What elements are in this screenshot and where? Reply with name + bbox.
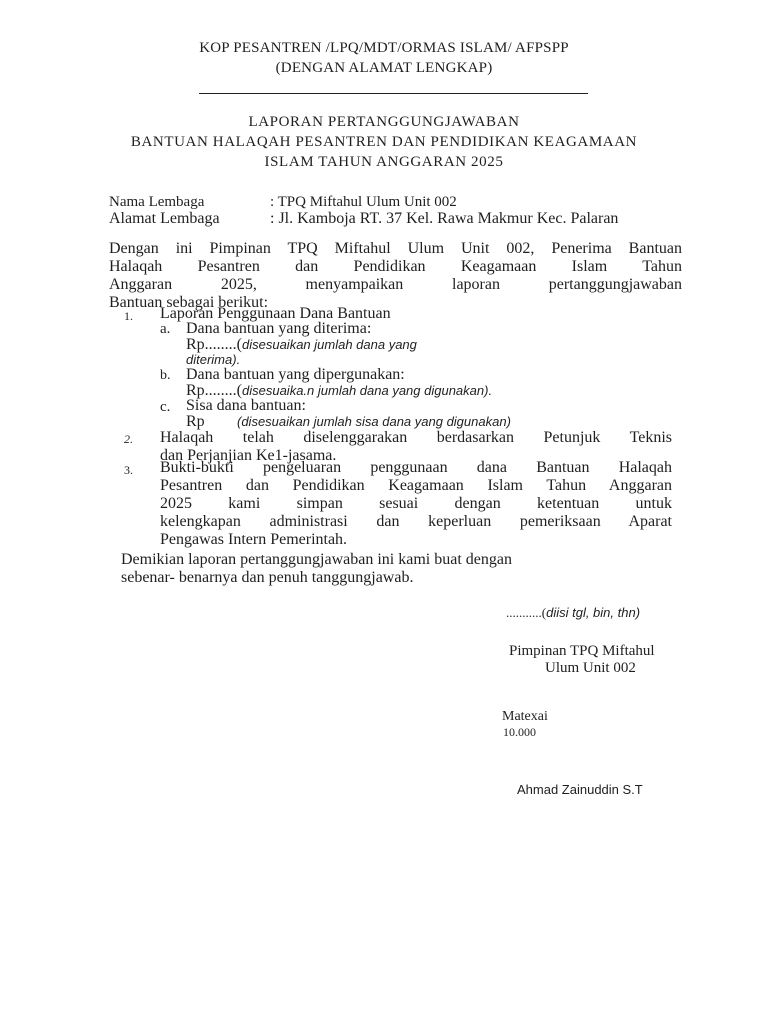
list-item-2-line: dan Perjanjian Ke1-jasama. bbox=[160, 447, 337, 464]
date-note: diisi tgl, bin, thn) bbox=[546, 605, 641, 620]
alamat-lembaga-value: : Jl. Kamboja RT. 37 Kel. Rawa Makmur Kec. Palaran bbox=[270, 210, 619, 227]
sub-letter-b: b. bbox=[160, 368, 171, 383]
title-line-2: BANTUAN HALAQAH PESANTREN DAN PENDIDIKAN KEAGAMAAN bbox=[130, 134, 638, 150]
sub-item-b-label: Dana bantuan yang dipergunakan: bbox=[186, 366, 405, 383]
list-number-2: 2. bbox=[124, 432, 133, 446]
signer-name: Ahmad Zainuddin S.T bbox=[517, 782, 643, 797]
list-item-3-line: 2025 kami simpan sesuai dengan ketentuan untuk bbox=[160, 495, 672, 512]
sub-item-c-note: (disesuaikan jumlah sisa dana yang digunakan) bbox=[237, 414, 511, 429]
alamat-lembaga-label: Alamat Lembaga bbox=[109, 210, 220, 227]
letterhead-line-1: KOP PESANTREN /LPQ/MDT/ORMAS ISLAM/ AFPSPP bbox=[199, 40, 569, 56]
list-item-3-line: Bukti-bukti pengeluaran penggunaan dana Bantuan Halaqah bbox=[160, 459, 672, 476]
sub-letter-a: a. bbox=[160, 321, 171, 337]
stamp-text-line-2: 10.000 bbox=[503, 725, 536, 739]
intro-line: Bantuan sebagai berikut: bbox=[109, 294, 269, 311]
date-dots: ...........( bbox=[506, 605, 547, 620]
sub-item-a-note-cont: diterima). bbox=[186, 352, 241, 367]
closing-line-2: sebenar- benarnya dan penuh tanggungjawab. bbox=[121, 569, 414, 586]
intro-paragraph bbox=[109, 240, 682, 312]
list-item-3-line: Pengawas Intern Pemerintah. bbox=[160, 531, 348, 548]
rp-prefix: Rp........( bbox=[186, 382, 242, 399]
letterhead-divider bbox=[199, 93, 588, 94]
sub-letter-c: c. bbox=[160, 399, 171, 415]
intro-line: Anggaran 2025, menyampaikan laporan pertanggungjawaban bbox=[109, 276, 682, 293]
intro-line: Dengan ini Pimpinan TPQ Miftahul Ulum Unit 002, Penerima Bantuan bbox=[109, 240, 682, 257]
list-number-3: 3. bbox=[124, 463, 133, 477]
sub-item-a-label: Dana bantuan yang diterima: bbox=[186, 320, 372, 337]
sub-item-c-label: Sisa dana bantuan: bbox=[186, 397, 306, 414]
sub-item-b-note: disesuaika.n jumlah dana yang digunakan). bbox=[242, 383, 493, 398]
rp-prefix: Rp........( bbox=[186, 336, 242, 353]
list-item-2-line: Halaqah telah diselenggarakan berdasarkan Petunjuk Teknis bbox=[160, 429, 672, 446]
sub-item-a-amount bbox=[186, 336, 608, 354]
closing-line-1: Demikian laporan pertanggungjawaban ini kami buat dengan bbox=[121, 551, 512, 568]
list-item-1-label: Laporan Penggunaan Dana Bantuan bbox=[160, 305, 391, 322]
signer-role-line-2: Ulum Unit 002 bbox=[545, 660, 636, 676]
list-item-3-line: Pesantren dan Pendidikan Keagamaan Islam Tahun Anggaran bbox=[160, 477, 672, 494]
sub-item-c-rp: Rp bbox=[186, 413, 205, 430]
list-item-3 bbox=[160, 459, 672, 549]
sub-item-a-note: disesuaikan jumlah dana yang bbox=[242, 337, 417, 352]
stamp-text-line-1: Matexai bbox=[502, 709, 548, 724]
intro-line: Halaqah Pesantren dan Pendidikan Keagamaan Islam Tahun bbox=[109, 258, 682, 275]
signature-date bbox=[506, 605, 640, 621]
letterhead-line-2: (DENGAN ALAMAT LENGKAP) bbox=[275, 60, 493, 76]
signer-role-line-1: Pimpinan TPQ Miftahul bbox=[509, 643, 655, 659]
title-line-3: ISLAM TAHUN ANGGARAN 2025 bbox=[264, 154, 504, 170]
list-item-3-line: kelengkapan administrasi dan keperluan pemeriksaan Aparat bbox=[160, 513, 672, 530]
list-number-1: 1. bbox=[124, 309, 133, 323]
nama-lembaga-value: : TPQ Miftahul Ulum Unit 002 bbox=[270, 194, 457, 210]
nama-lembaga-label: Nama Lembaga bbox=[109, 194, 205, 210]
title-line-1: LAPORAN PERTANGGUNGJAWABAN bbox=[248, 114, 520, 130]
